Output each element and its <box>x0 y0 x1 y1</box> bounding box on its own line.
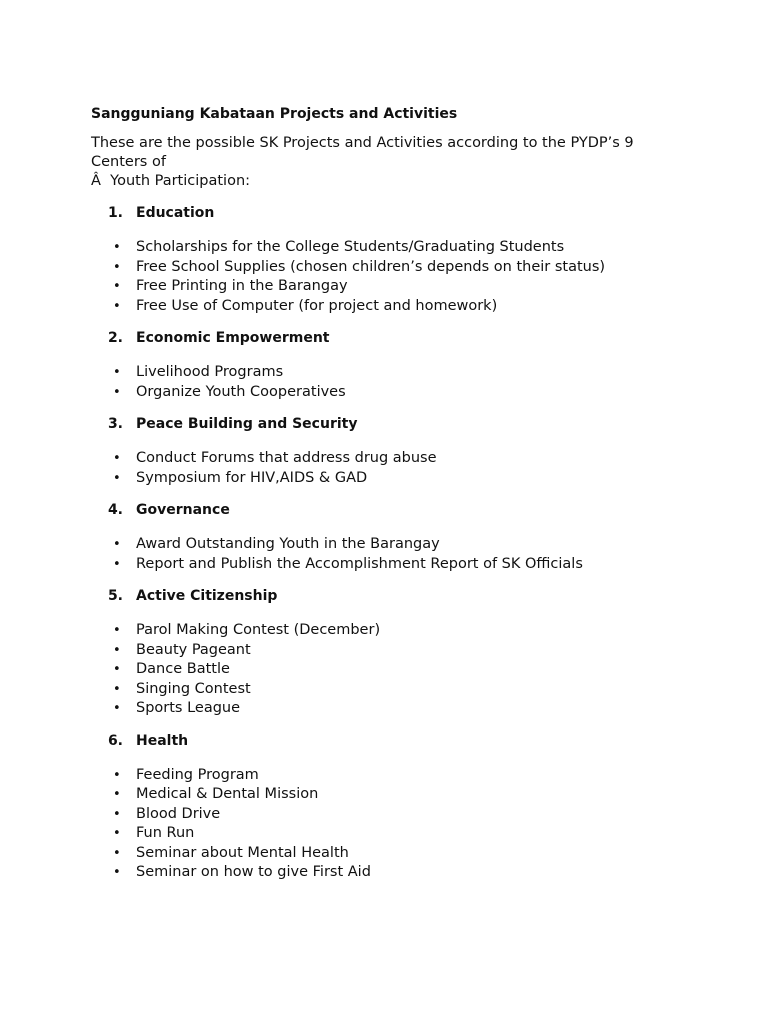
bullet-list <box>91 363 708 402</box>
bullet-icon: • <box>113 767 121 783</box>
list-item <box>91 699 708 719</box>
section-heading-text: Economic Empowerment <box>136 330 330 346</box>
list-item <box>91 277 708 297</box>
section-number: 2. <box>107 330 123 346</box>
bullet-icon: • <box>113 240 121 255</box>
list-item-text: Medical & Dental Mission <box>136 786 319 802</box>
list-item-text: Feeding Program <box>136 766 259 783</box>
bullet-icon: • <box>113 845 121 861</box>
section-heading <box>91 328 708 348</box>
list-item-text: Seminar about Mental Health <box>136 844 349 861</box>
list-item <box>91 621 708 641</box>
list-item-text: Blood Drive <box>136 805 221 822</box>
list-item-text: Report and Publish the Accomplishment Report of SK Officials <box>136 555 583 572</box>
bullet-icon: • <box>113 259 121 275</box>
bullet-list <box>91 449 708 488</box>
list-item <box>91 660 708 680</box>
list-item-text: Scholarships for the College Students/Graduating Students <box>136 239 565 255</box>
bullet-icon: • <box>113 701 121 716</box>
bullet-icon: • <box>113 279 121 294</box>
bullet-icon: • <box>113 384 121 400</box>
section-number: 6. <box>107 732 123 749</box>
section-heading-text: Peace Building and Security <box>136 416 358 432</box>
document-title: Sangguniang Kabataan Projects and Activities <box>91 106 458 122</box>
bullet-icon: • <box>113 826 121 841</box>
section-number: 5. <box>107 588 123 604</box>
list-item <box>91 824 708 844</box>
bullet-icon: • <box>113 298 121 314</box>
bullet-icon: • <box>113 537 121 552</box>
section-heading <box>91 586 708 606</box>
section-number: 4. <box>107 502 123 518</box>
section-heading <box>91 414 708 434</box>
list-item <box>91 785 708 805</box>
section-heading-text: Health <box>136 732 189 749</box>
section-heading <box>91 203 708 223</box>
list-item <box>91 297 708 317</box>
bullet-icon: • <box>113 806 121 822</box>
list-item <box>91 383 708 403</box>
bullet-icon: • <box>113 623 121 638</box>
list-item-text: Free Printing in the Barangay <box>136 278 348 294</box>
list-item-text: Symposium for HIV,AIDS & GAD <box>136 469 368 486</box>
list-item <box>91 469 708 489</box>
list-item-text: Free Use of Computer (for project and homework) <box>136 297 498 314</box>
bullet-icon: • <box>113 787 121 802</box>
section-heading-text: Governance <box>136 502 230 518</box>
section-heading-text: Education <box>136 205 215 221</box>
section-heading <box>91 731 708 751</box>
list-item-text: Organize Youth Cooperatives <box>136 383 346 400</box>
list-item-text: Award Outstanding Youth in the Barangay <box>136 536 440 552</box>
section-number: 1. <box>107 205 123 221</box>
list-item-text: Seminar on how to give First Aid <box>136 864 371 880</box>
bullet-icon: • <box>113 681 121 697</box>
list-item-text: Parol Making Contest (December) <box>136 622 381 638</box>
list-item <box>91 641 708 661</box>
list-item <box>91 449 708 469</box>
bullet-list <box>91 238 708 316</box>
list-item-text: Fun Run <box>136 825 195 841</box>
section-heading <box>91 500 708 520</box>
section-number: 3. <box>107 416 123 432</box>
list-item <box>91 238 708 258</box>
list-item <box>91 805 708 825</box>
section-heading-text: Active Citizenship <box>136 588 278 604</box>
list-item <box>91 680 708 700</box>
bullet-list <box>91 535 708 574</box>
intro-paragraph: These are the possible SK Projects and Activities according to the PYDP’s 9 Centers of Â Youth Participation: <box>91 135 634 189</box>
list-item-text: Sports League <box>136 700 241 716</box>
list-item-text: Conduct Forums that address drug abuse <box>136 450 437 466</box>
sections-list <box>91 203 708 883</box>
bullet-icon: • <box>113 451 121 466</box>
list-item-text: Free School Supplies (chosen children’s depends on their status) <box>136 258 606 275</box>
list-item <box>91 844 708 864</box>
list-item <box>91 555 708 575</box>
bullet-list <box>91 766 708 883</box>
bullet-icon: • <box>113 556 121 572</box>
list-item <box>91 766 708 786</box>
list-item-text: Beauty Pageant <box>136 641 251 658</box>
list-item-text: Dance Battle <box>136 661 230 677</box>
list-item <box>91 535 708 555</box>
bullet-icon: • <box>113 865 121 880</box>
bullet-list <box>91 621 708 719</box>
list-item-text: Singing Contest <box>136 680 251 697</box>
bullet-icon: • <box>113 365 121 380</box>
list-item <box>91 258 708 278</box>
bullet-icon: • <box>113 642 121 658</box>
list-item-text: Livelihood Programs <box>136 364 284 380</box>
list-item <box>91 363 708 383</box>
bullet-icon: • <box>113 470 121 486</box>
bullet-icon: • <box>113 662 121 677</box>
list-item <box>91 863 708 883</box>
